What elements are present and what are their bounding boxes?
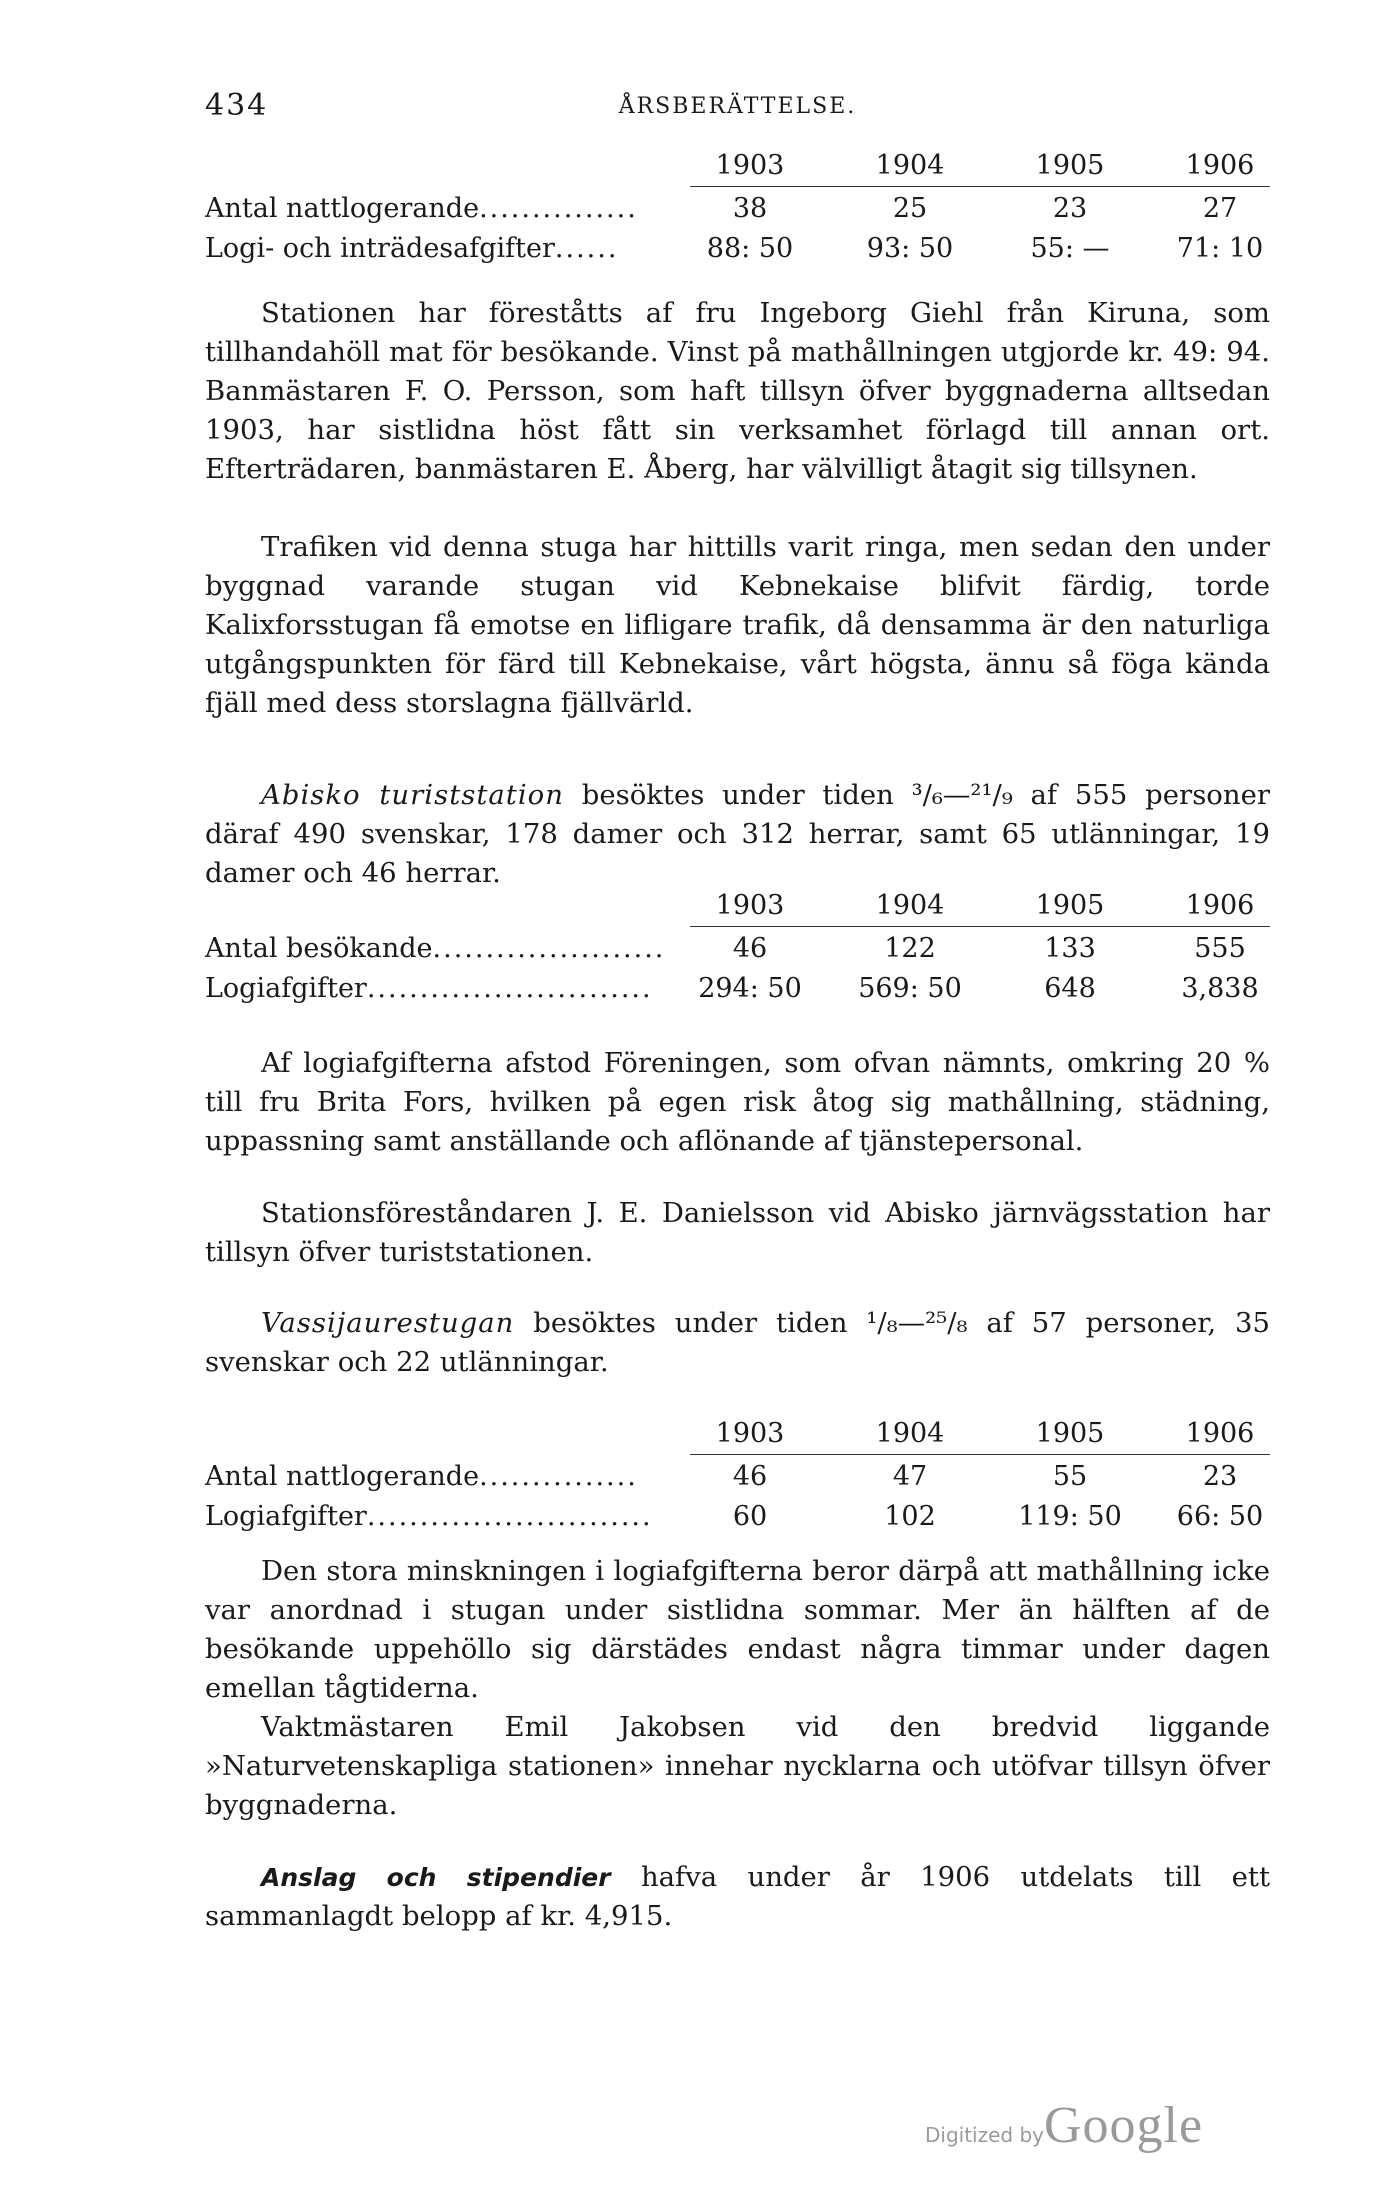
table-year-header [690,890,1270,927]
table-row [205,927,1270,967]
paragraph-minskning: Den stora minskningen i logiafgifterna beror därpå att mathållning icke var anordnad i stugan under sistlidna sommar. Mer än hälften af de besökande uppehöllo sig därstädes endast några timmar under dagen emellan tågtiderna. [205,1555,1270,1704]
row-label: Antal nattlogerande............... [205,1461,638,1492]
value-cell: 66: 50 [1176,1501,1264,1532]
value-cell: 47 [892,1461,928,1492]
table-year-header [690,1418,1270,1455]
value-cell: 122 [884,933,936,964]
paragraph-anslag: Anslag och stipendier hafva under år 1906 utdelats till ett sammanlagdt belopp af kr. 4,915. [205,1861,1270,1932]
paragraph-traffic: Trafiken vid denna stuga har hittills varit ringa, men sedan den under byggnad varande stugan vid Kebnekaise blifvit färdig, torde Kalixforsstugan få emotse en lifligare trafik, då densamma är den naturliga utgångspunkten för färd till Kebnekaise, vårt högsta, ännu så föga kända fjäll med dess storslagna fjällvärld. [205,531,1270,719]
row-label: Logiafgifter........................... [205,973,653,1004]
value-cell: 3,838 [1181,973,1259,1004]
value-cell: 23 [1202,1461,1238,1492]
value-cell: 133 [1044,933,1096,964]
value-cell: 38 [732,193,768,224]
table-vassijaure [205,1418,1270,1535]
value-cell: 93: 50 [866,233,954,264]
value-cell: 119: 50 [1018,1501,1122,1532]
year-cell: 1905 [1035,150,1105,181]
paragraph-logiafgifter: Af logiafgifterna afstod Föreningen, som ofvan nämnts, omkring 20 % till fru Brita Fors, hvilken på egen risk åtog sig mathållning, städning, uppassning samt anställande och aflönande af tjänstepersonal. [205,1047,1270,1157]
table-kalixfors [205,150,1270,267]
running-title: ÅRSBERÄTTELSE. [618,94,857,119]
paragraph-station-management: Stationen har föreståtts af fru Ingeborg Giehl från Kiruna, som tillhandahöll mat för besökande. Vinst på mathållningen utgjorde kr. 49: 94. Banmästaren F. O. Persson, som haft tillsyn öfver byggnaderna alltsedan 1903, har sistlidna höst fått sin verksamhet förlagd till annan ort. Efterträdaren, banmästaren E. Åberg, har välvilligt åtagit sig tillsynen. [205,297,1270,485]
paragraph-abisko: Abisko turiststation besöktes under tiden ³/₆—²¹/₉ af 555 personer däraf 490 svenskar, 178 damer och 312 herrar, samt 65 utlänningar, 19 damer och 46 herrar. [205,779,1270,889]
value-cell: 102 [884,1501,936,1532]
google-logo: Google [1044,2097,1204,2154]
row-label: Logiafgifter........................... [205,1501,653,1532]
digitized-by-google-watermark: Digitized byGoogle [925,2097,1204,2154]
value-cell: 60 [732,1501,768,1532]
paragraph-vassijaure: Vassijaurestugan besöktes under tiden ¹/₈—²⁵/₈ af 57 personer, 35 svenskar och 22 utlänningar. [205,1307,1270,1378]
value-cell: 25 [892,193,928,224]
year-cell: 1906 [1185,150,1255,181]
value-cell: 71: 10 [1176,233,1264,264]
value-cell: 555 [1194,933,1246,964]
row-label: Logi- och inträdesafgifter...... [205,233,619,264]
row-label: Antal besökande...................... [205,933,666,964]
year-cell: 1904 [875,1418,945,1449]
value-cell: 55: — [1030,233,1110,264]
value-cell: 46 [732,933,768,964]
vassijaure-title: Vassijaurestugan [261,1307,515,1339]
value-cell: 23 [1052,193,1088,224]
year-cell: 1906 [1185,890,1255,921]
paragraph-stationsforestandare: Stationsföreståndaren J. E. Danielsson vid Abisko järnvägsstation har tillsyn öfver turiststationen. [205,1197,1270,1268]
table-abisko [205,890,1270,1007]
abisko-title: Abisko turiststation [261,779,564,811]
year-cell: 1903 [715,150,785,181]
year-cell: 1904 [875,890,945,921]
table-row [205,1495,1270,1535]
year-cell: 1904 [875,150,945,181]
table-row [205,187,1270,227]
value-cell: 55 [1052,1461,1088,1492]
year-cell: 1905 [1035,1418,1105,1449]
page-header [205,88,1270,128]
value-cell: 46 [732,1461,768,1492]
year-cell: 1903 [715,1418,785,1449]
table-row [205,227,1270,267]
value-cell: 27 [1202,193,1238,224]
anslag-title: Anslag och stipendier [261,1863,611,1892]
table-row [205,967,1270,1007]
value-cell: 569: 50 [858,973,962,1004]
paragraph-vaktmastaren: Vaktmästaren Emil Jakobsen vid den bredvid liggande »Naturvetenskapliga stationen» innehar nycklarna och utöfvar tillsyn öfver byggnaderna. [205,1711,1270,1821]
row-label: Antal nattlogerande............... [205,193,638,224]
year-cell: 1906 [1185,1418,1255,1449]
value-cell: 294: 50 [698,973,802,1004]
page-number: 434 [205,88,269,123]
table-year-header [690,150,1270,187]
value-cell: 648 [1044,973,1096,1004]
value-cell: 88: 50 [706,233,794,264]
year-cell: 1903 [715,890,785,921]
table-row [205,1455,1270,1495]
year-cell: 1905 [1035,890,1105,921]
